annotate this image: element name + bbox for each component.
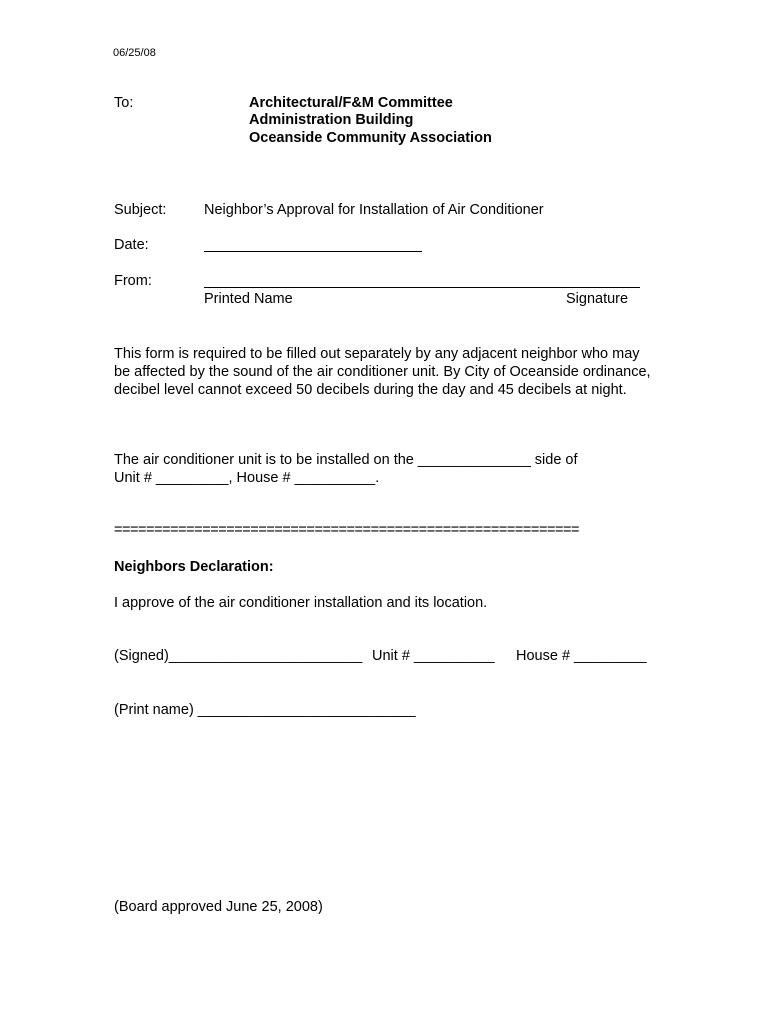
from-label: From: <box>114 273 152 289</box>
print-name-field[interactable]: (Print name) ___________________________ <box>114 702 416 718</box>
to-label: To: <box>114 95 134 111</box>
separator-line: ========================================================== <box>114 522 580 538</box>
date-stamp: 06/25/08 <box>113 47 156 59</box>
declaration-heading: Neighbors Declaration: <box>114 559 274 575</box>
subject-value: Neighbor’s Approval for Installation of Air Conditioner <box>204 202 544 218</box>
recipient-line-2: Administration Building <box>249 112 414 128</box>
date-fill-line[interactable] <box>204 251 422 252</box>
footer-note: (Board approved June 25, 2008) <box>114 899 323 915</box>
date-label: Date: <box>114 237 149 253</box>
signature-label: Signature <box>566 291 629 307</box>
house-field[interactable]: House # _________ <box>516 648 647 664</box>
unit-field[interactable]: Unit # __________ <box>372 648 495 664</box>
recipient-line-3: Oceanside Community Association <box>249 130 492 146</box>
signed-field[interactable]: (Signed)________________________ <box>114 648 363 664</box>
recipient-line-1: Architectural/F&M Committee <box>249 95 453 111</box>
intro-paragraph: This form is required to be filled out separately by any adjacent neighbor who may be affected by the sound of the air conditioner unit. By City of Oceanside ordinance, decibel level cannot exceed 50 decibels during the day and 45 decibels at night. <box>114 346 651 398</box>
from-fill-line[interactable] <box>204 287 640 288</box>
approval-statement: I approve of the air conditioner installation and its location. <box>114 595 488 611</box>
subject-label: Subject: <box>114 202 167 218</box>
install-location-line-1: The air conditioner unit is to be installed on the ______________ side of <box>114 452 578 468</box>
install-location-line-2: Unit # _________, House # __________. <box>114 470 380 486</box>
printed-name-label: Printed Name <box>204 291 293 307</box>
